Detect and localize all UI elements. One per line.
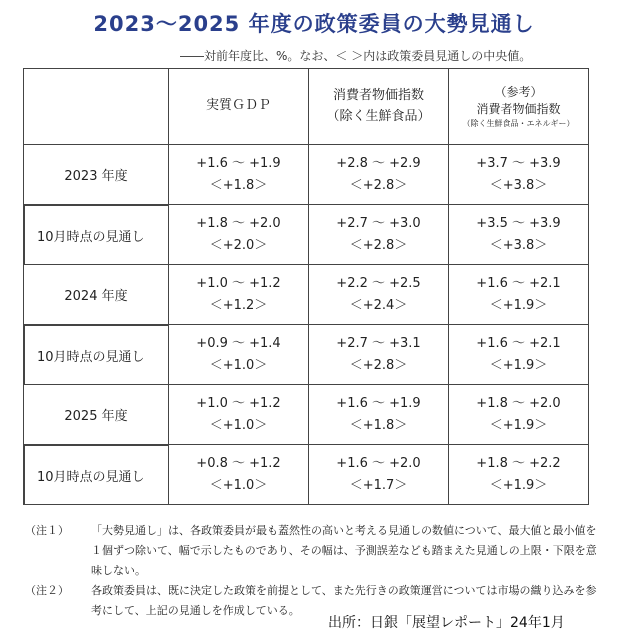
row-label-cell (24, 445, 169, 505)
cpi-range: +2.7 〜 +3.0 (336, 215, 421, 231)
gdp-median: ＜+1.0＞ (209, 477, 268, 493)
cpi-median: ＜+1.7＞ (349, 477, 408, 493)
table-row (24, 265, 589, 325)
cpi-cell (309, 385, 449, 445)
cpi-range: +1.6 〜 +1.9 (336, 395, 421, 411)
gdp-cell (169, 145, 309, 205)
table-subtitle: ――対前年度比、%。なお、＜ ＞内は政策委員見通しの中央値。 (180, 49, 532, 63)
gdp-median: ＜+1.0＞ (209, 417, 268, 433)
gdp-cell (169, 205, 309, 265)
ref-median: ＜+3.8＞ (489, 177, 548, 193)
cpi-cell (309, 445, 449, 505)
header-empty-cell (24, 69, 169, 145)
ref-range: +3.7 〜 +3.9 (476, 155, 561, 171)
ref-range: +1.8 〜 +2.2 (476, 455, 561, 471)
cpi-median: ＜+2.8＞ (349, 177, 408, 193)
header-cpi-line1: 消費者物価指数 (332, 87, 424, 103)
gdp-cell (169, 265, 309, 325)
table-row (24, 145, 589, 205)
gdp-range: +0.9 〜 +1.4 (196, 335, 281, 351)
cpi-median: ＜+1.8＞ (349, 417, 408, 433)
table-row (24, 325, 589, 385)
cpi-cell (309, 265, 449, 325)
row-label: 2024 年度 (24, 265, 169, 325)
source-citation: 出所：日銀「展望レポート」24年1月 (328, 615, 565, 631)
ref-cell (449, 205, 589, 265)
ref-cell (449, 145, 589, 205)
cpi-range: +2.2 〜 +2.5 (336, 275, 421, 291)
gdp-range: +1.0 〜 +1.2 (196, 275, 281, 291)
cpi-median: ＜+2.8＞ (349, 357, 408, 373)
row-label: 10月時点の見通し (24, 445, 168, 504)
gdp-range: +1.0 〜 +1.2 (196, 395, 281, 411)
ref-range: +3.5 〜 +3.9 (476, 215, 561, 231)
gdp-cell (169, 325, 309, 385)
page-title: 2023〜2025 年度の政策委員の大勢見通し (93, 12, 535, 36)
row-label: 2025 年度 (24, 385, 169, 445)
header-ref-line2: 消費者物価指数 (476, 101, 561, 116)
forecast-table (23, 68, 589, 505)
ref-range: +1.6 〜 +2.1 (476, 275, 561, 291)
footnote-text: 各政策委員は、既に決定した政策を前提として、また先行きの政策運営については市場の織り込みを参考にして、上記の見通しを作成している。 (91, 584, 597, 617)
ref-cell (449, 265, 589, 325)
table-row (24, 385, 589, 445)
ref-range: +1.8 〜 +2.0 (476, 395, 561, 411)
footnote-tag: （注１） (25, 524, 69, 537)
cpi-median: ＜+2.4＞ (349, 297, 408, 313)
gdp-cell (169, 445, 309, 505)
ref-cell (449, 325, 589, 385)
table-row (24, 205, 589, 265)
cpi-cell (309, 145, 449, 205)
header-cpi-line2: （除く生鮮食品） (326, 108, 431, 124)
ref-median: ＜+1.9＞ (489, 477, 548, 493)
ref-cell (449, 445, 589, 505)
gdp-median: ＜+1.0＞ (209, 357, 268, 373)
footnote-1 (25, 521, 605, 581)
gdp-range: +0.8 〜 +1.2 (196, 455, 281, 471)
row-label-cell (24, 205, 169, 265)
cpi-median: ＜+2.8＞ (349, 237, 408, 253)
footnote-text: 「大勢見通し」は、各政策委員が最も蓋然性の高いと考える見通しの数値について、最大値と最小値を１個ずつ除いて、幅で示したものであり、その幅は、予測誤差なども踏まえた見通しの上限・下限を意味しない。 (91, 524, 597, 577)
header-ref (449, 69, 589, 145)
ref-cell (449, 385, 589, 445)
gdp-median: ＜+1.8＞ (209, 177, 268, 193)
header-ref-line3: （除く生鮮食品・エネルギー） (462, 118, 575, 128)
header-gdp: 実質ＧＤＰ (169, 69, 309, 145)
cpi-cell (309, 205, 449, 265)
cpi-range: +1.6 〜 +2.0 (336, 455, 421, 471)
footnote-tag: （注２） (25, 584, 69, 597)
ref-median: ＜+1.9＞ (489, 417, 548, 433)
footnotes (25, 521, 605, 621)
header-row (24, 69, 589, 145)
row-label: 10月時点の見通し (24, 205, 168, 264)
ref-range: +1.6 〜 +2.1 (476, 335, 561, 351)
gdp-range: +1.6 〜 +1.9 (196, 155, 281, 171)
ref-median: ＜+1.9＞ (489, 357, 548, 373)
row-label: 2023 年度 (24, 145, 169, 205)
gdp-range: +1.8 〜 +2.0 (196, 215, 281, 231)
row-label-cell (24, 325, 169, 385)
table-row (24, 445, 589, 505)
gdp-median: ＜+2.0＞ (209, 237, 268, 253)
row-label: 10月時点の見通し (24, 325, 168, 384)
gdp-cell (169, 385, 309, 445)
ref-median: ＜+1.9＞ (489, 297, 548, 313)
cpi-range: +2.7 〜 +3.1 (336, 335, 421, 351)
gdp-median: ＜+1.2＞ (209, 297, 268, 313)
cpi-range: +2.8 〜 +2.9 (336, 155, 421, 171)
header-ref-line1: （参考） (494, 85, 543, 100)
ref-median: ＜+3.8＞ (489, 237, 548, 253)
cpi-cell (309, 325, 449, 385)
header-cpi (309, 69, 449, 145)
